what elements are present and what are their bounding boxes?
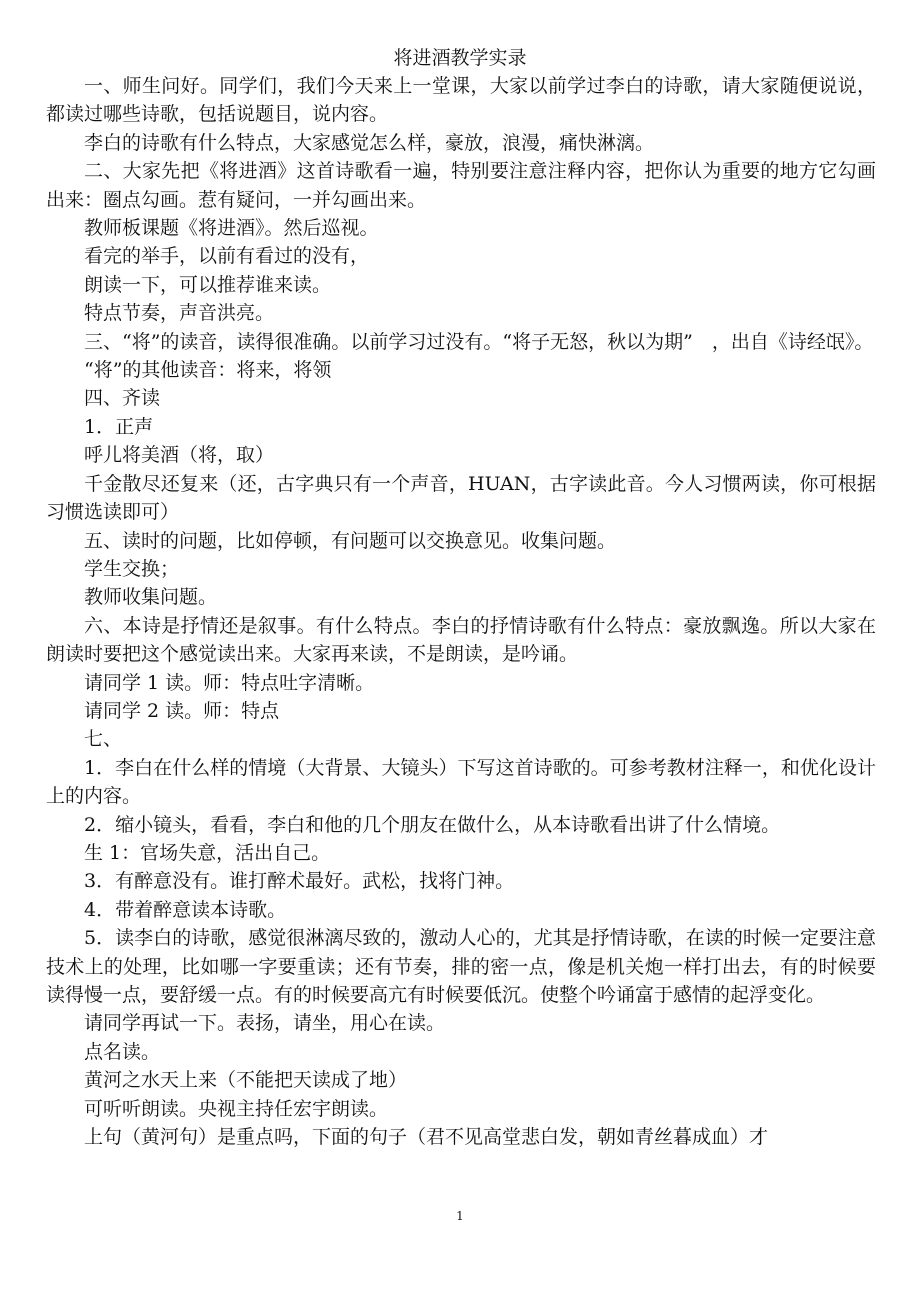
paragraph: 生 1：官场失意，活出自己。 (84, 841, 331, 864)
paragraph: 1．李白在什么样的情境（大背景、大镜头）下写这首诗歌的。可参考教材注释一，和优化设计上的内容。 (46, 756, 876, 808)
paragraph: 2．缩小镜头，看看，李白和他的几个朋友在做什么，从本诗歌看出讲了什么情境。 (84, 813, 781, 836)
paragraph: 3．有醉意没有。谁打醉术最好。武松，找将门神。 (84, 870, 515, 893)
paragraph: 学生交换； (84, 557, 180, 580)
paragraph: 可听听朗读。央视主持任宏宇朗读。 (84, 1097, 389, 1120)
paragraph: 请同学 1 读。师：特点吐字清晰。 (84, 671, 375, 694)
paragraph: 上句（黄河句）是重点吗，下面的句子（君不见高堂悲白发，朝如青丝暮成血）才 (84, 1126, 769, 1149)
paragraph: 5．读李白的诗歌，感觉很淋漓尽致的，激动人心的，尤其是抒情诗歌，在读的时候一定要注意技术上的处理，比如哪一字要重读；还有节奏，排的密一点，像是机关炮一样打出去，有的时候要读得慢一点，要舒缓一点。有的时候要高亢有时候要低沉。使整个吟诵富于感情的起浮变化。 (46, 927, 876, 1006)
paragraph: 黄河之水天上来（不能把天读成了地） (84, 1069, 408, 1092)
paragraph: 4．带着醉意读本诗歌。 (84, 898, 287, 921)
paragraph: 七、 (84, 728, 123, 751)
paragraph: 教师板课题《将进酒》。然后巡视。 (84, 217, 379, 240)
paragraph: 呼儿将美酒（将，取） (84, 444, 275, 467)
paragraph: 请同学 2 读。师：特点 (84, 699, 280, 722)
paragraph: 特点节奏，声音洪亮。 (84, 302, 275, 325)
paragraph: “将”的其他读音：将来，将领 (84, 359, 332, 382)
paragraph: 李白的诗歌有什么特点，大家感觉怎么样，豪放，浪漫，痛快淋漓。 (84, 131, 655, 154)
paragraph: 教师收集问题。 (84, 586, 218, 609)
paragraph: 朗读一下，可以推荐谁来读。 (84, 273, 332, 296)
paragraph: 看完的举手，以前有看过的没有， (84, 245, 370, 268)
paragraph: 点名读。 (84, 1040, 161, 1063)
paragraph: 三、“将”的读音，读得很准确。以前学习过没有。“将子无怒，秋以为期” ，出自《诗经氓》。 (84, 330, 874, 353)
paragraph: 千金散尽还复来（还，古字典只有一个声音，HUAN，古字读此音。今人习惯两读，你可根据习惯选读即可） (46, 472, 876, 524)
paragraph: 五、读时的问题，比如停顿，有问题可以交换意见。收集问题。 (84, 529, 617, 552)
paragraph: 一、师生问好。同学们，我们今天来上一堂课，大家以前学过李白的诗歌，请大家随便说说，都读过哪些诗歌，包括说题目，说内容。 (46, 75, 876, 126)
paragraph: 请同学再试一下。表扬，请坐，用心在读。 (84, 1012, 446, 1035)
paragraph: 六、本诗是抒情还是叙事。有什么特点。李白的抒情诗歌有什么特点：豪放飘逸。所以大家在朗读时要把这个感觉读出来。大家再来读，不是朗读，是吟诵。 (46, 614, 876, 666)
paragraph: 四、齐读 (84, 387, 161, 410)
document-body (46, 72, 876, 1151)
document-title: 将进酒教学实录 (393, 47, 527, 69)
paragraph: 二、大家先把《将进酒》这首诗歌看一遍，特别要注意注释内容，把你认为重要的地方它勾画出来：圈点勾画。惹有疑问，一并勾画出来。 (46, 160, 876, 211)
page-number: 1 (456, 1209, 464, 1223)
paragraph: 1．正声 (84, 415, 154, 438)
